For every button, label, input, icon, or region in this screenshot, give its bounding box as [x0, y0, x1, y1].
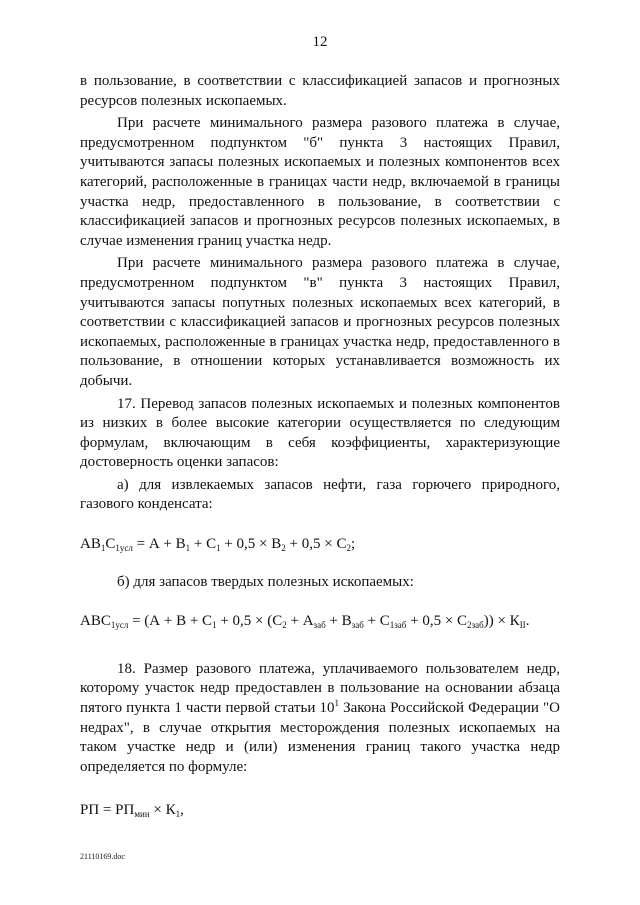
page-number: 12 [312, 34, 328, 50]
formula-payment: РП = $РП_{мин} \times К_1$, [80, 802, 184, 820]
formula-oil-gas: $АВ_1С_{1усл} = А + В_1 + С_1 + 0,5 \times В_2 + 0,5 \times С_2$; [80, 536, 356, 554]
paragraph-4: 17. Перевод запасов полезных ископаемых и полезных компонентов из низких в более высокие категории осуществляется по следующим формулам, включающим в себя коэффициенты, характеризующие достоверность оценки запасов: [80, 395, 560, 471]
document-filename: 21110169.doc [80, 852, 125, 861]
paragraph-6: б) для запасов твердых полезных ископаемых: [117, 573, 414, 590]
paragraph-5: а) для извлекаемых запасов нефти, газа горючего природного, газового конденсата: [80, 476, 560, 513]
paragraph-7: 18. Размер разового платежа, уплачиваемого пользователем недр, которому участок недр предоставлен в пользование на основании абзаца пятого пункта 1 части первой статьи $10^1$ Закона Российской Федерации "О недрах", в случае открытия месторождения полезных ископаемых на таком участке недр и (или) изменения границ такого участка недр определяется по формуле: [80, 660, 560, 775]
formula-solid-minerals: $АВС_{1усл} = (А + В + С_1 + 0,5 \times (С_2 + А_{заб} + В_{заб} + С_{1заб} + 0,5 \times С_{2заб})) \times К_{II}$. [80, 613, 530, 631]
document-body [80, 72, 560, 821]
paragraph-1: в пользование, в соответствии с классификацией запасов и прогнозных ресурсов полезных ископаемых. [80, 73, 560, 109]
paragraph-3: При расчете минимального размера разового платежа в случае, предусмотренном подпунктом "в" пункта 3 настоящих Правил, учитываются запасы попутных полезных ископаемых всех категорий, в соответствии с классификацией запасов и прогнозных ресурсов полезных ископаемых, расположенные в границах участка недр, предоставленного в пользование, в отношении которых устанавливается возможность их добычи. [80, 255, 560, 389]
paragraph-2: При расчете минимального размера разового платежа в случае, предусмотренном подпунктом "б" пункта 3 настоящих Правил, учитываются запасы полезных ископаемых и полезных компонентов всех категорий, расположенные в границах части недр, включаемой в границы участка недр, предоставленного в пользование, в соответствии с классификацией запасов и прогнозных ресурсов полезных ископаемых, в случае изменения границ участка недр. [80, 115, 560, 249]
